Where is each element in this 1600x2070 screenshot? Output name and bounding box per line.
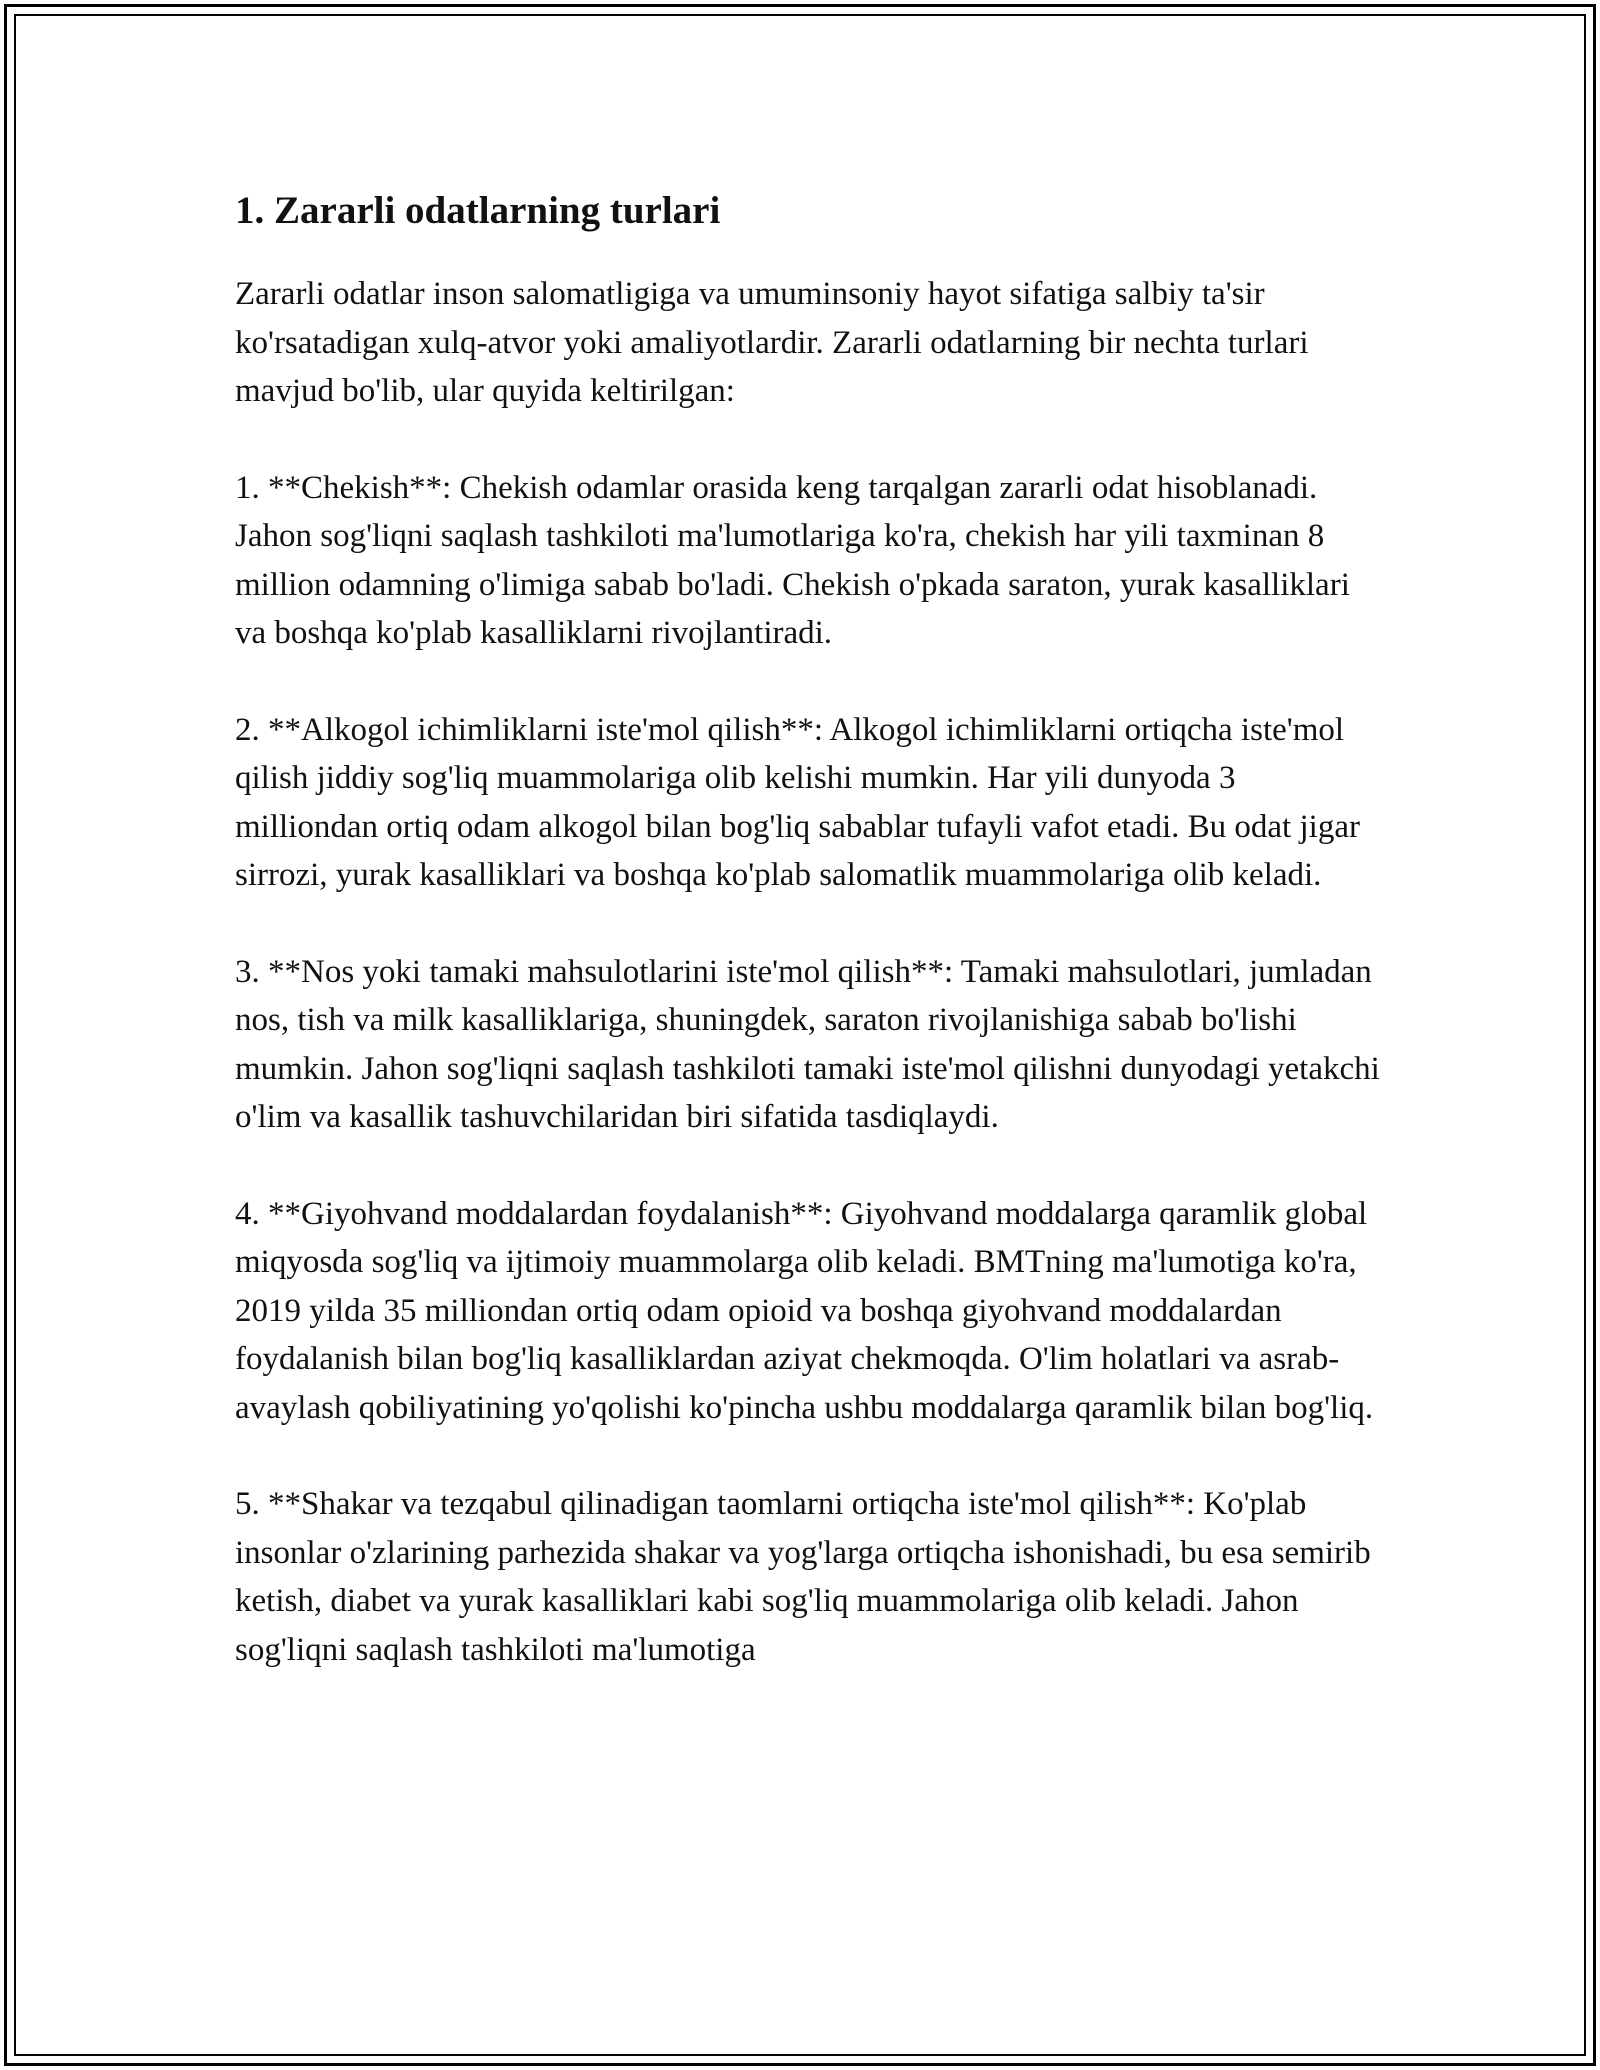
section-title: 1. Zararli odatlarning turlari bbox=[235, 189, 721, 232]
document-body bbox=[235, 186, 1385, 1722]
item-drugs-paragraph: 4. **Giyohvand moddalardan foydalanish**: Giyohvand moddalarga qaramlik global miqyosda sog'liq va ijtimoiy muammolarga olib keladi. BMTning ma'lumotiga ko'ra, 2019 yilda 35 milliondan ortiq odam opioid va boshqa giyohvand moddalardan foydalanish bilan bog'liq kasalliklardan aziyat chekmoqda. O'lim holatlari va asrab-avaylash qobiliyatining yo'qolishi ko'pincha ushbu moddalarga qaramlik bilan bog'liq. bbox=[235, 1195, 1374, 1426]
item-alcohol-paragraph: 2. **Alkogol ichimliklarni iste'mol qilish**: Alkogol ichimliklarni ortiqcha iste'mol qilish jiddiy sog'liq muammolariga olib kelishi mumkin. Har yili dunyoda 3 milliondan ortiq odam alkogol bilan bog'liq sabablar tufayli vafot etadi. Bu odat jigar sirrozi, yurak kasalliklari va boshqa ko'plab salomatlik muammolariga olib keladi. bbox=[235, 711, 1360, 893]
item-tobacco-paragraph: 3. **Nos yoki tamaki mahsulotlarini iste'mol qilish**: Tamaki mahsulotlari, jumladan nos, tish va milk kasalliklariga, shuningdek, saraton rivojlanishiga sabab bo'lishi mumkin. Jahon sog'liqni saqlash tashkiloti tamaki iste'mol qilishni dunyodagi yetakchi o'lim va kasallik tashuvchilaridan biri sifatida tasdiqlaydi. bbox=[235, 953, 1380, 1135]
item-smoking-paragraph: 1. **Chekish**: Chekish odamlar orasida keng tarqalgan zararli odat hisoblanadi. Jahon sog'liqni saqlash tashkiloti ma'lumotlariga ko'ra, chekish har yili taxminan 8 million odamning o'limiga sabab bo'ladi. Chekish o'pkada saraton, yurak kasalliklari va boshqa ko'plab kasalliklarni rivojlantiradi. bbox=[235, 469, 1350, 651]
intro-paragraph: Zararli odatlar inson salomatligiga va umuminsoniy hayot sifatiga salbiy ta'sir ko'rsatadigan xulq-atvor yoki amaliyotlardir. Zararli odatlarning bir nechta turlari mavjud bo'lib, ular quyida keltirilgan: bbox=[235, 276, 1309, 409]
item-sugar-paragraph: 5. **Shakar va tezqabul qilinadigan taomlarni ortiqcha iste'mol qilish**: Ko'plab insonlar o'zlarining parhezida shakar va yog'larga ortiqcha ishonishadi, bu esa semirib ketish, diabet va yurak kasalliklari kabi sog'liq muammolariga olib keladi. Jahon sog'liqni saqlash tashkiloti ma'lumotiga bbox=[235, 1486, 1371, 1668]
